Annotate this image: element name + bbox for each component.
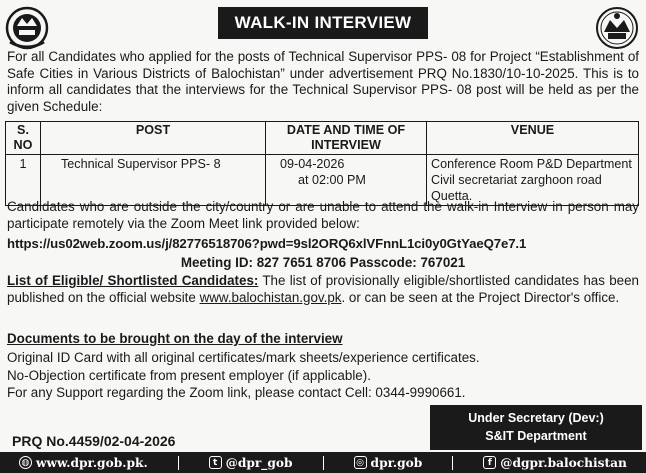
footer-website-text: www.dpr.gob.pk. — [35, 455, 148, 470]
footer-divider — [323, 456, 324, 470]
footer-divider — [178, 456, 179, 470]
table-row — [6, 155, 639, 206]
eligible-candidates-section — [7, 273, 639, 306]
safe-city-emblem-icon — [594, 6, 640, 50]
signatory-department: S&IT Department — [485, 429, 587, 443]
page-title: WALK-IN INTERVIEW — [218, 7, 428, 39]
cell-date-time — [266, 155, 427, 206]
instagram-icon: ◎ — [354, 456, 367, 469]
list-item: No-Objection certificate from present employer (if applicable). — [7, 367, 371, 383]
interview-date: 09-04-2026 — [280, 157, 345, 171]
eligible-heading: List of Eligible/ Shortlisted Candidates: — [7, 273, 259, 288]
signature-block — [430, 405, 642, 450]
footer-instagram[interactable] — [354, 456, 423, 470]
eligible-text-before: The list of provisionally eligible/shortlisted candidates has been published on the official website — [7, 273, 639, 305]
globe-icon: ◍ — [19, 456, 32, 469]
footer-instagram-text: dpr.gob — [370, 455, 423, 470]
balochistan-emblem-icon — [4, 6, 50, 50]
list-item: For any Support regarding the Zoom link, please contact Cell: 0344-9990661. — [7, 385, 466, 400]
column-header-date: DATE AND TIME OF INTERVIEW — [266, 122, 427, 155]
facebook-icon: f — [483, 456, 496, 469]
cell-sno: 1 — [6, 155, 41, 206]
remote-participation-text: Candidates who are outside the city/country or are unable to attend the walk-in Interview in person may participate remotely via the Zoom Meet link provided below: — [7, 199, 639, 231]
footer-facebook-text: @dgpr.balochistan — [500, 455, 627, 470]
list-item: Original ID Card with all original certificates/mark sheets/experience certificates. — [7, 350, 480, 365]
documents-list — [7, 349, 480, 402]
eligible-text-after: . or can be seen at the Project Director's office. — [341, 289, 620, 305]
meeting-credentials: Meeting ID: 827 7651 8706 Passcode: 767021 — [180, 255, 466, 270]
zoom-link[interactable]: https://us02web.zoom.us/j/82776518706?pwd=9sl2ORQ6xlVFnnL1ci0y0GtYaeQ7e7.1 — [7, 236, 527, 251]
cell-venue: Conference Room P&D Department Civil secretariat zarghoon road Quetta. — [427, 155, 639, 206]
footer-facebook[interactable] — [483, 456, 627, 470]
footer-twitter-text: @dpr_gob — [225, 455, 293, 470]
footer-website[interactable] — [19, 456, 148, 470]
column-header-sno: S. NO — [6, 122, 41, 155]
column-header-post: POST — [41, 122, 266, 155]
prq-number: PRQ No.4459/02-04-2026 — [12, 433, 176, 449]
intro-paragraph: For all Candidates who applied for the posts of Technical Supervisor PPS- 08 for Project “Establishment of Safe Cities in Various Districts of Balochistan” under advertisement PRQ No.1830/10-10-2025. This is to inform all candidates that the interviews for the Technical Supervisor PPS- 08 post will be held as per the given Schedule: — [7, 49, 639, 115]
signatory-title: Under Secretary (Dev:) — [468, 411, 604, 425]
twitter-icon: t — [209, 456, 222, 469]
cell-post: Technical Supervisor PPS- 8 — [41, 155, 266, 206]
footer-divider — [452, 456, 453, 470]
website-link[interactable]: www.balochistan.gov.pk — [199, 289, 342, 305]
interview-time: at 02:00 PM — [298, 173, 366, 187]
footer-bar — [0, 452, 646, 473]
table-header-row — [6, 122, 639, 155]
schedule-table — [5, 121, 639, 206]
column-header-venue: VENUE — [427, 122, 639, 155]
footer-twitter[interactable] — [209, 456, 293, 470]
documents-heading: Documents to be brought on the day of the interview — [7, 331, 343, 346]
